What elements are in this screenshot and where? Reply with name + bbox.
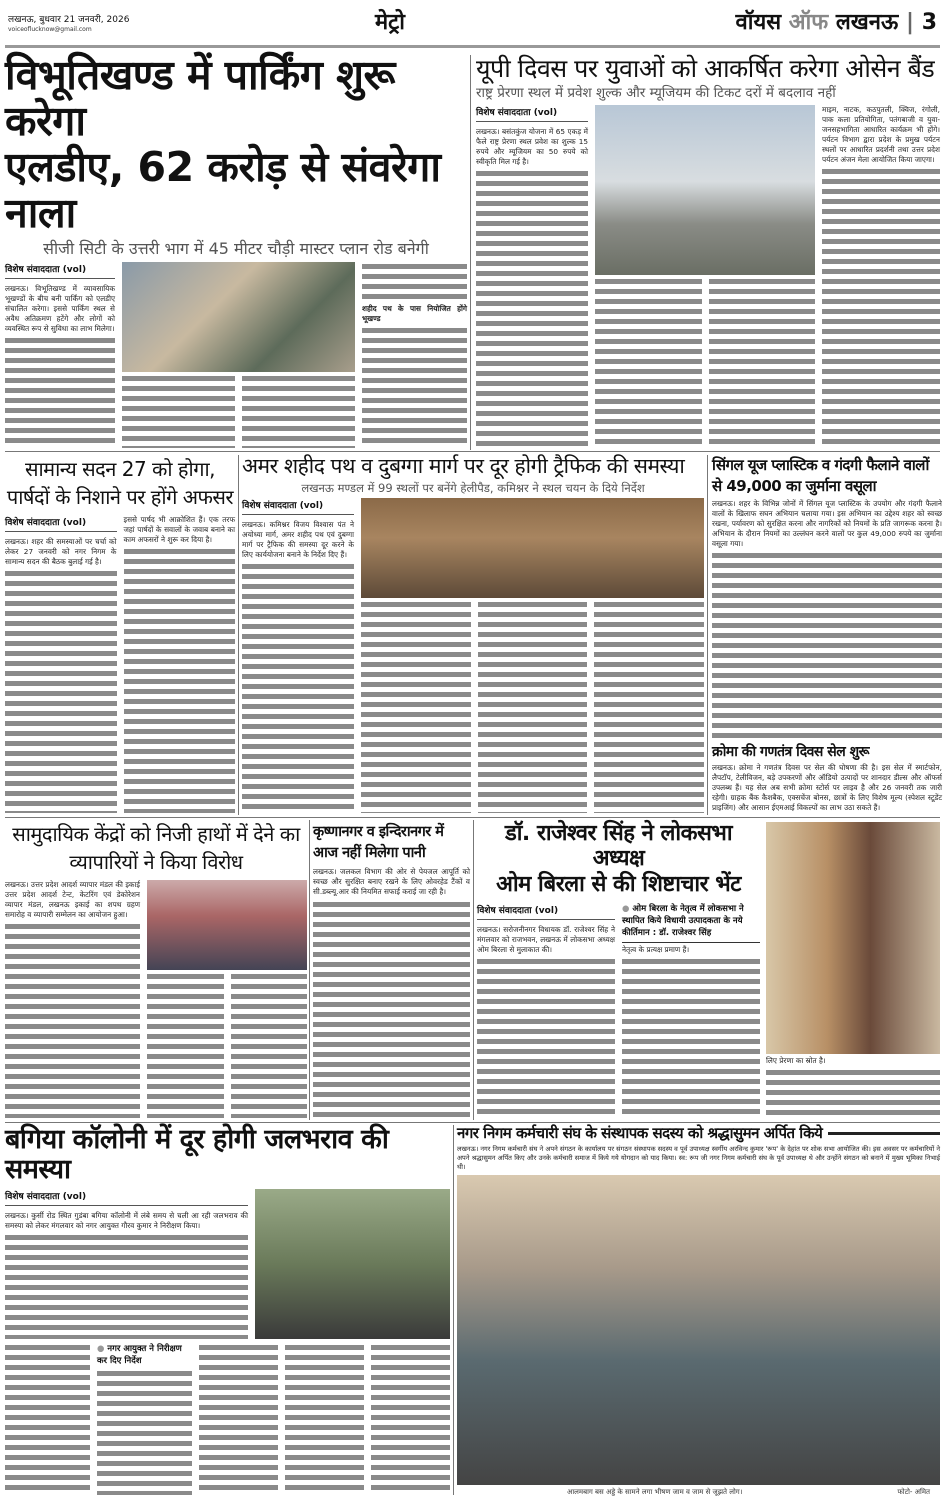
- headline-up-diwas: यूपी दिवस पर युवाओं को आकर्षित करेगा ओसेन बैंड: [476, 54, 935, 83]
- divider: [5, 451, 940, 452]
- headline-samudayik: सामुदायिक केंद्रों को निजी हाथों में देने का व्यापारियों ने किया विरोध: [12, 822, 300, 874]
- body-text-lines: [622, 957, 760, 1118]
- photo-inspection: [255, 1189, 450, 1339]
- body-text-lines: [242, 374, 355, 448]
- lead-text: लखनऊ। जलकल विभाग की ओर से पेयजल आपूर्ति को स्वच्छ और सुरक्षित बनाए रखने के लिए ओवरहेड टैंकों व सी.डब्ल्यू.आर की नियमित सफाई कराई जा रही है।: [313, 867, 470, 896]
- photo-meeting: [361, 498, 704, 598]
- photo-traffic-jam: [457, 1175, 940, 1485]
- divider: [473, 820, 474, 1120]
- article-vibhutikhand: [5, 53, 467, 448]
- byline: विशेष संवाददाता (vol): [242, 498, 354, 515]
- divider: [5, 817, 940, 818]
- croma-text: लखनऊ। क्रोमा ने गणतंत्र दिवस पर सेल की घोषणा की है। इस सेल में स्मार्टफोन, लैपटॉप, टेलीविजन, बड़े उपकरणों और ऑडियो उत्पादों पर शानदार डील्स और ऑफर्स उपलब्ध हैं। यह सेल अब सभी क्रोमा स्टोर्स पर लाइव है और 26 जनवरी तक जारी रहेगी। ग्राहक बैंक कैशबैक, एक्सचेंज बोनस, छात्रों के लिए विशेष मूल्य (स्पेशल स्टूडेंट प्राइजिंग) और आसान ईएमआई विकल्पों का लाभ उठा सकते हैं।: [712, 763, 942, 812]
- photo-om-birla-meeting: [766, 822, 940, 1054]
- headline-amar-shaheed: अमर शहीद पथ व दुबग्गा मार्ग पर दूर होगी ट्रैफिक की समस्या: [242, 454, 685, 478]
- body-text-lines: [362, 262, 467, 303]
- byline: विशेष संवाददाता (vol): [5, 515, 117, 532]
- body-text-lines: [766, 1068, 940, 1118]
- body-text-lines: [122, 374, 235, 448]
- headline-rule: [828, 1132, 940, 1135]
- byline: विशेष संवाददाता (vol): [5, 262, 115, 279]
- lead-text: लखनऊ। उत्तर प्रदेश आदर्श व्यापार मंडल की इकाई उत्तर प्रदेश आदर्श टेन्ट, केटरिंग एवं डेकोरेशन व्यापार मंडल, लखनऊ इकाई का शपथ ग्रहण समारोह व व्यापारी सम्मेलन का आयोजन हुआ।: [5, 880, 140, 919]
- headline-croma: क्रोमा की गणतंत्र दिवस सेल शुरू: [712, 744, 869, 761]
- body-text-lines: [313, 900, 470, 1118]
- brand-main: वॉयस: [735, 10, 782, 35]
- lead-text: लखनऊ। विभूतिखण्ड में व्यावसायिक भूखण्डों के बीच बनी पार्किंग को एलडीए संचालित करेगा। इससे पार्किंग स्थल से अवैध अतिक्रमण हटेंगे और लोगों को व्यवस्थित रूप से सुविधा का लाभ मिलेगा।: [5, 283, 115, 333]
- bullet-icon: ●: [622, 903, 633, 914]
- body-text-lines: [5, 569, 117, 813]
- lead-text: लखनऊ। बसंतकुंज योजना में 65 एकड़ में फैले राष्ट्र प्रेरणा स्थल प्रवेश का शुल्क 15 रुपये और म्यूजियम का 50 रुपये को स्वीकृति मिल गई है।: [476, 126, 588, 166]
- page-number: 3: [921, 10, 937, 35]
- body-text-lines: [712, 551, 942, 743]
- edition-date: लखनऊ, बुधवार 21 जनवरी, 2026: [8, 15, 130, 25]
- body-text-lines: [478, 600, 588, 813]
- article-nagar-nigam: [457, 1125, 940, 1497]
- bullet-icon: ●: [97, 1344, 108, 1355]
- headline-vibhutikhand-2: एलडीए, 62 करोड़ से संवरेगा नाला: [5, 142, 441, 237]
- body-text-lines: [476, 169, 588, 448]
- body-text-lines: [285, 1343, 364, 1495]
- article-body: लखनऊ। नगर निगम कर्मचारी संघ ने अपने संगठन के कार्यालय पर संगठन संस्थापक सदस्य व पूर्व उपाध्यक्ष स्वर्गीय अरविन्द कुमार 'रूप' के देहांत पर शोक सभा आयोजित की। इस अवसर पर कर्मचारियों ने अपने श्रद्धासुमन अर्पित किए और उनके कर्मचारी समाज में किये गये योगदान को याद किया। स्व: रूप जी नगर निगम कर्मचारी संघ के पूर्व उपाध्यक्ष थे और उन्होंने संगठन को बनाने में मुख्य भूमिका निभाई थी।: [457, 1144, 940, 1171]
- section-title: मेट्रो: [375, 10, 405, 35]
- body-text-lines: [124, 547, 236, 813]
- article-bagiya: [5, 1125, 450, 1495]
- tail-text: लिए प्रेरणा का स्रोत है।: [766, 1056, 826, 1065]
- lead-text: लखनऊ। शहर के विभिन्न जोनों में सिंगल यूज प्लास्टिक के उपयोग और गंदगी फैलाने वालों के खिलाफ सघन अभियान चलाया गया। इस अभियान का उद्देश्य शहर को स्वच्छ रखना, पर्यावरण को सुरक्षित करना और नागरिकों को नियमों के प्रति जागरूक करना है। अभियान के दौरान नियमों का उल्लंघन करने वालों पर कुल 49,000 रुपये का जुर्माना वसूला गया।: [712, 499, 942, 548]
- body-text-lines: [147, 972, 224, 1118]
- divider: [5, 1122, 940, 1123]
- headline-vibhutikhand-1: विभूतिखण्ड में पार्किंग शुरू करेगा: [5, 51, 395, 145]
- byline: विशेष संवाददाता (vol): [477, 903, 615, 920]
- headline-nagar-nigam: नगर निगम कर्मचारी संघ के संस्थापक सदस्य को श्रद्धासुमन अर्पित किये: [457, 1124, 823, 1142]
- subhead-up-diwas: राष्ट्र प्रेरणा स्थल में प्रवेश शुल्क और म्यूजियम की टिकट दरों में बदलाव नहीं: [476, 85, 836, 101]
- body-text-lines: [362, 326, 467, 448]
- body-text-lines: [5, 1233, 248, 1339]
- brand-end: लखनऊ: [835, 10, 899, 35]
- divider: [238, 455, 239, 815]
- headline-krishnanagar: कृष्णानगर व इन्दिरानगर में आज नहीं मिलेगा पानी: [313, 824, 444, 861]
- subhead-amar-shaheed: लखनऊ मण्डल में 99 स्थलों पर बनेंगे हेलीपैड, कमिश्नर ने स्थल चयन के दिये निर्देश: [301, 480, 645, 495]
- article-single-use: [712, 455, 942, 813]
- body-text-lines: [371, 1343, 450, 1495]
- article-amar-shaheed: [242, 455, 704, 813]
- lead-text: लखनऊ। सरोजनीनगर विधायक डॉ. राजेश्वर सिंह ने मंगलवार को राजभवन, लखनऊ में लोकसभा अध्यक्ष ओम बिरला से मुलाकात की।: [477, 924, 615, 954]
- divider: [309, 820, 310, 1120]
- divider: [453, 1125, 454, 1495]
- body-text-lines: [97, 1369, 192, 1495]
- brand-mid: ऑफ: [788, 10, 829, 35]
- body-text-lines: [5, 922, 140, 1118]
- body-text-lines: [361, 600, 471, 813]
- header-rule: [5, 45, 940, 48]
- body-text-lines: [709, 277, 816, 448]
- column-text: इससे पार्षद भी आक्रोशित हैं। एक तरफ जहां पार्षदों के सवालों के जवाब बनाने का काम अफसरों ने शुरू कर दिया है।: [123, 515, 235, 544]
- body-text-lines: [242, 562, 354, 813]
- lead-text: लखनऊ। शहर की समस्याओं पर चर्चा को लेकर 27 जनवरी को नगर निगम के सामान्य सदन की बैठक बुलाई गई है।: [5, 537, 117, 566]
- photo-rashtra-prerna-sthal: [595, 105, 815, 275]
- body-text-lines: [595, 277, 702, 448]
- byline: विशेष संवाददाता (vol): [5, 1189, 248, 1206]
- right-column-text: माइम, नाटक, कठपुतली, क्विज, रंगोली, पाक कला प्रतियोगिता, पतंगबाजी व युवा-जनसहभागिता आधारित कार्यक्रम भी होंगे। पर्यटन विभाग द्वारा प्रदेश के प्रमुख पर्यटन स्थलों पर आधारित प्रदर्शनी तथा उत्तर प्रदेश पर्यटन अंजन मेला आयोजित किया जाएगा।: [822, 104, 940, 164]
- body-text-lines: [5, 336, 115, 448]
- masthead: वॉयस ऑफ लखनऊ | 3: [735, 10, 937, 35]
- body-text-lines: [5, 1343, 90, 1495]
- photo-credit: फोटो- अमित: [897, 1488, 930, 1496]
- article-rajeshwar: [477, 822, 940, 1118]
- email: voiceoflucknow@gmail.com: [8, 26, 92, 33]
- pullquote-text: नगर आयुक्त ने निरीक्षण कर दिए निर्देश: [97, 1344, 182, 1367]
- column-text: नेतृत्व के प्रत्यक्ष प्रमाण हैं।: [622, 944, 690, 954]
- headline-samanya-sadan: सामान्य सदन 27 को होगा, पार्षदों के निशाने पर होंगे अफसर: [6, 457, 234, 509]
- lead-text: लखनऊ। कमिश्नर विजय विश्वास पंत ने अयोध्या मार्ग, अमर शहीद पथ एवं दुबग्गा मार्ग पर ट्रैफिक की समस्या दूर करने के लिए कार्ययोजना बनाने के निर्देश दिए हैं।: [242, 519, 354, 559]
- pullquote-bagiya: [97, 1343, 192, 1367]
- headline-rajeshwar-1: डॉ. राजेश्वर सिंह ने लोकसभा अध्यक्ष: [504, 821, 733, 871]
- article-krishnanagar: [313, 822, 470, 1118]
- photo-officials: [122, 262, 355, 372]
- subhead-vibhutikhand: सीजी सिटी के उत्तरी भाग में 45 मीटर चौड़ी मास्टर प्लान रोड बनेगी: [43, 238, 429, 258]
- body-text-lines: [822, 167, 940, 448]
- photo-traders: [147, 880, 307, 970]
- lead-text: लखनऊ। कुर्सी रोड स्थित गुडंबा बगिया कॉलोनी में लंबे समय से चली आ रही जलभराव की समस्या को लेकर मंगलवार को नगर आयुक्त गौरव कुमार ने निरीक्षण किया।: [5, 1211, 248, 1231]
- divider: [707, 455, 708, 815]
- photo-caption: आलमबाग बस अड्डे के सामने लगा भीषण जाम व जाम से जूझते लोग।: [567, 1488, 743, 1496]
- article-samanya-sadan: [5, 455, 235, 813]
- pullquote-rajeshwar: [622, 903, 760, 943]
- body-text-lines: [477, 957, 615, 1118]
- headline-bagiya: बगिया कॉलोनी में दूर होगी जलभराव की समस्या: [5, 1124, 389, 1186]
- pullquote-text: ओम बिरला के नेतृत्व में लोकसभा ने स्थापित किये विधायी उत्पादकता के नये कीर्तिमान : डॉ. राजेश्वर सिंह: [622, 903, 744, 938]
- article-samudayik: [5, 820, 307, 1118]
- body-text-lines: [594, 600, 704, 813]
- article-up-diwas: [476, 55, 940, 448]
- side-heading: शहीद पथ के पास नियोजित होंगे भूखण्ड: [362, 304, 467, 324]
- body-text-lines: [231, 972, 308, 1118]
- divider: [470, 55, 471, 450]
- body-text-lines: [199, 1343, 278, 1495]
- headline-rajeshwar-2: ओम बिरला से की शिष्टाचार भेंट: [496, 872, 741, 898]
- headline-single-use: सिंगल यूज प्लास्टिक व गंदगी फैलाने वालों से 49,000 का जुर्माना वसूला: [712, 456, 929, 495]
- byline: विशेष संवाददाता (vol): [476, 105, 588, 122]
